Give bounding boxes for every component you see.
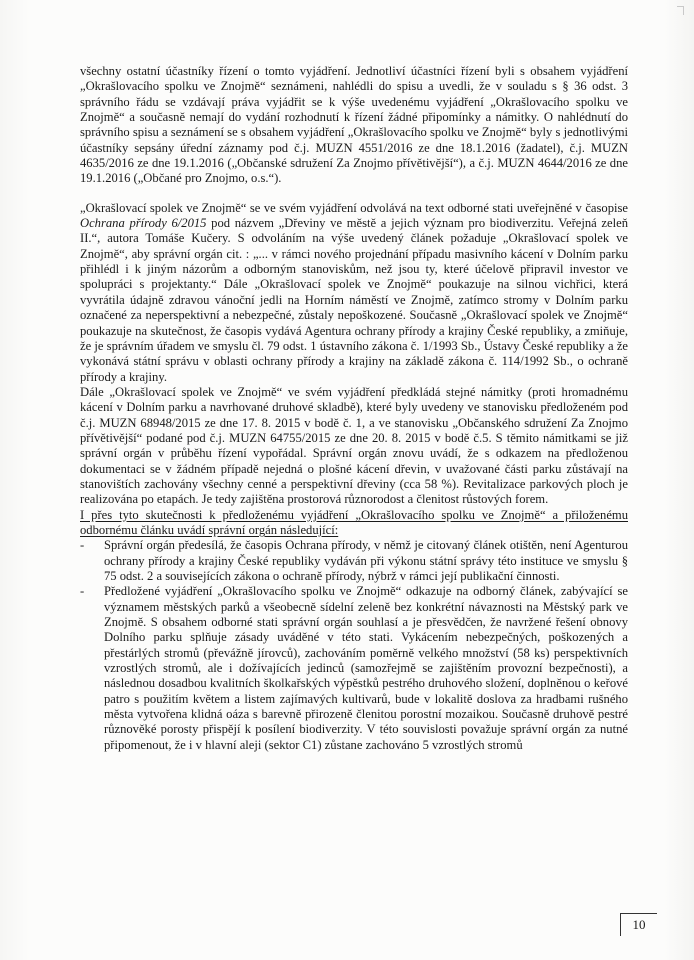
list-item-text: Správní orgán předesílá, že časopis Ochrana přírody, v němž je citovaný článek otištěn, není Agenturou ochrany přírody a krajiny České republiky vydáván při výkonu státní správy této instituce ve smyslu § 75 odst. 2 a souvisejících zákona o ochraně přírody, nýbrž v rámci její publikační činnosti. (104, 538, 628, 583)
list-dash: - (80, 538, 85, 553)
list-item (80, 584, 628, 753)
underlined-heading: I přes tyto skutečnosti k předloženému vyjádření „Okrašlovacího spolku ve Znojmě“ a přiloženému odbornému článku uvádí správní orgán následující: (80, 507, 628, 537)
paragraph-gap (80, 187, 628, 201)
scan-edge-mark (677, 6, 684, 15)
text-run: „Okrašlovací spolek ve Znojmě“ se ve svém vyjádření odvolává na text odborné stati uveřejněné v časopise (80, 200, 628, 215)
paragraph (80, 201, 628, 385)
list-item (80, 538, 628, 584)
body-text (80, 64, 628, 753)
list-dash: - (80, 584, 85, 599)
paragraph: všechny ostatní účastníky řízení o tomto vyjádření. Jednotliví účastníci řízení byli s obsahem vyjádření „Okrašlovacího spolku ve Znojmě“ seznámeni, nahlédli do spisu a uvedli, že v souladu s § 36 odst. 3 správního řádu se vzdávají práva vyjádřit se k výše uvedenému vyjádření „Okrašlovacího spolku ve Znojmě“ a současně nemají do vydání rozhodnutí k řízení žádné připomínky a námitky. O nahlédnutí do správního spisu a seznámení se s obsahem vyjádření „Okrašlovacího spolku ve Znojmě“ byly s jednotlivými účastníky sepsány úřední záznamy pod č.j. MUZN 4551/2016 ze dne 18.1.2016 (žadatel), č.j. MUZN 4635/2016 ze dne 19.1.2016 („Občanské sdružení Za Znojmo přívětivější“), a č.j. MUZN 4644/2016 ze dne 19.1.2016 („Občané pro Znojmo, o.s.“). (80, 64, 628, 186)
journal-title: Ochrana přírody 6/2015 (80, 216, 207, 231)
page-number: 10 (620, 913, 657, 936)
text-run: pod názvem „Dřeviny ve městě a jejich význam pro biodiverzitu. Veřejná zeleň II.“, autora Tomáše Kučery. S odvoláním na výše uvedený článek požaduje „Okrašlovací spolek ve Znojmě“, aby správní orgán cit. : „... v rámci nového projednání případu masivního kácení v Dolním parku přihlédl i k jiným názorům a odborným stanoviskům, než jsou ty, které účelově připravil investor ve spolupráci s projektanty.“ Dále „Okrašlovací spolek ve Znojmě“ poukazuje na silnou vichřici, která vyvrátila údajně zdravou vánoční jedli na Horním náměstí ve Znojmě, zatímco stromy v Dolním parku označené za neperspektivní a nebezpečné, zůstaly nepoškozené. Současně „Okrašlovací spolek ve Znojmě“ poukazuje na skutečnost, že časopis vydává Agentura ochrany přírody a krajiny České republiky, a zmiňuje, že je správním úřadem ve smyslu čl. 79 odst. 1 ústavního zákona č. 1/1993 Sb., Ústavy České republiky a že vykonává státní správu v oblasti ochrany přírody a krajiny na základě zákona č. 114/1992 Sb., o ochraně přírody a krajiny. (80, 216, 628, 384)
paragraph: Dále „Okrašlovací spolek ve Znojmě“ ve svém vyjádření předkládá stejné námitky (proti hromadnému kácení v Dolním parku a navrhované druhové skladbě), které byly uvedeny ve stanovisku předloženém pod č.j. MUZN 68948/2015 ze dne 17. 8. 2015 v bodě č. 1, a ve stanovisku „Občanského sdružení Za Znojmo přívětivější“ podané pod č.j. MUZN 64755/2015 ze dne 20. 8. 2015 v bodě č.5. S těmito námitkami se již správní orgán v průběhu řízení vypořádal. Správní orgán znovu uvádí, že s odkazem na předloženou dokumentaci se v žádném případě nejedná o plošné kácení dřevin, v uvažované části parku zůstávají na stanovištích zachovány všechny cenné a perspektivní dřeviny (cca 58 %). Revitalizace parkových ploch je realizována po etapách. Je tedy zajištěna prostorová různorodost a členitost růstových forem. (80, 384, 628, 507)
bullet-list (80, 538, 628, 753)
list-item-text: Předložené vyjádření „Okrašlovacího spolku ve Znojmě“ odkazuje na odborný článek, zabývající se významem městských parků a všeobecně sídelní zeleně bez konkrétní návaznosti na Městský park ve Znojmě. S obsahem odborné stati správní orgán souhlasí a je přesvědčen, že navržené řešení obnovy Dolního parku splňuje zásady uváděné v této stati. Vykácením nebezpečných, poškozených a přestárlých stromů (převážně jírovců), zachováním poměrně velkého množství (58 ks) perspektivních vzrostlých stromů, ale i dožívajících jedinců (samozřejmě se zajištěním provozní bezpečnosti), a následnou dosadbou kvalitních školkařských výpěstků pestrého druhového složení, doplněnou o keřové patro s použitím květem a listem zajímavých kultivarů, bude v lokalitě doslova za hradbami rušného města vytvořena klidná oáza s barevně přirozeně členitou porostní mozaikou. Současně druhově pestré různověké porosty přispějí k posílení biodiverzity. V této souvislosti považuje správní orgán za nutné připomenout, že i v hlavní aleji (sektor C1) zůstane zachováno 5 vzrostlých stromů (104, 584, 628, 752)
